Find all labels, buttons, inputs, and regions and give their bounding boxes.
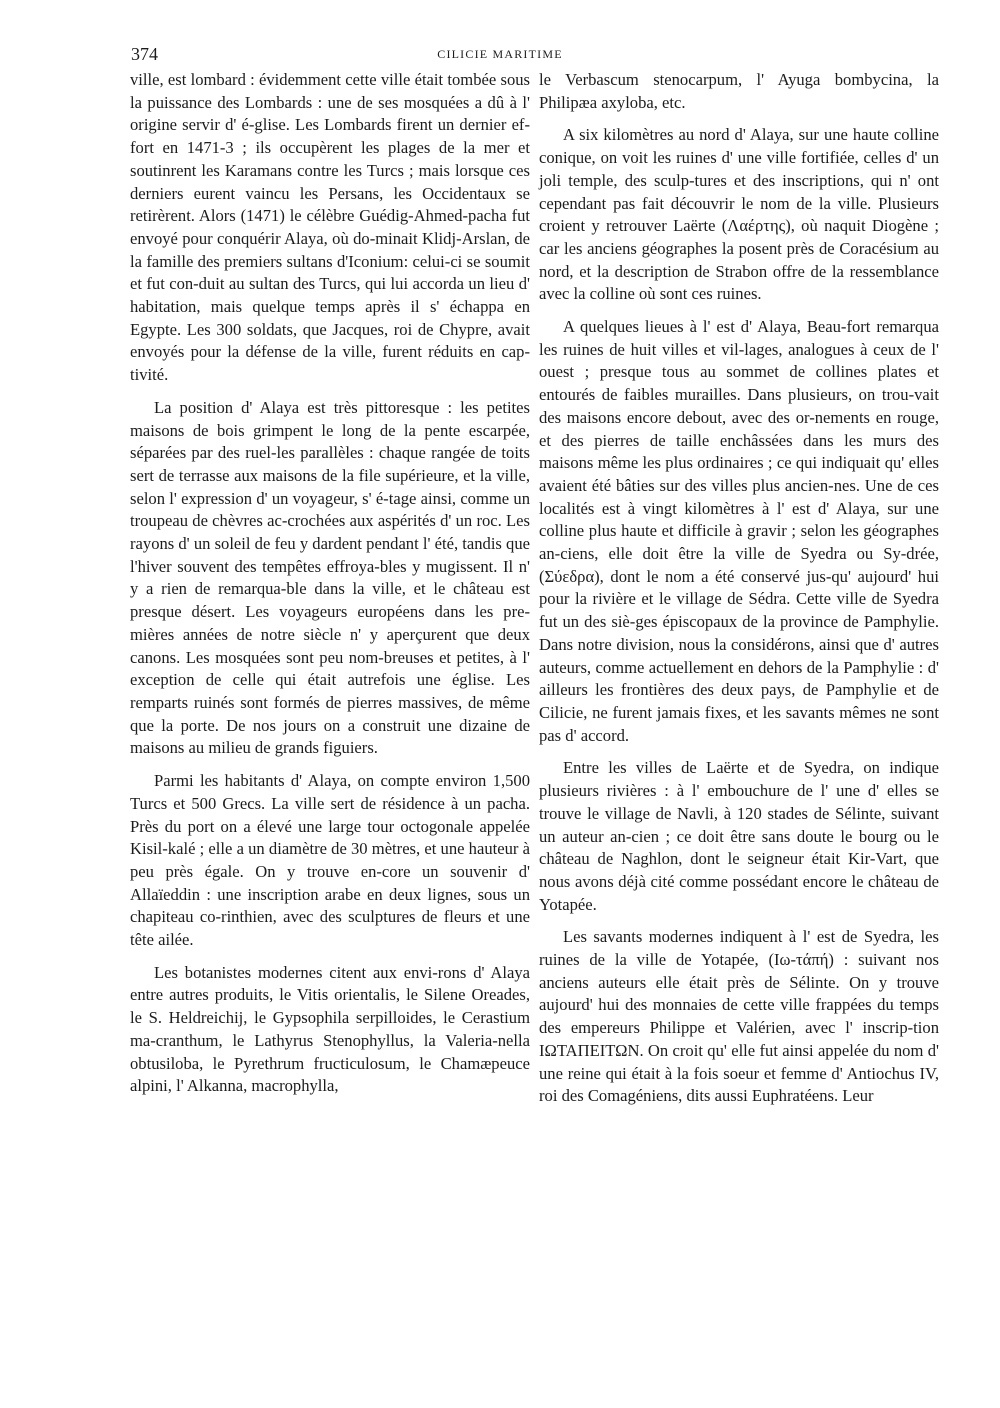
right-column [539, 69, 939, 1108]
paragraph: A six kilomètres au nord d' Alaya, sur une haute colline conique, on voit les ruines d' une ville fortifiée, celles d' un joli temple, des sculp-tures et des inscriptions, qui n' ont cependant pas fait découvrir le nom de la ville. Plusieurs croient y retrouver Laërte (Λαέρτης), où naquit Diogène ; car les anciens géographes la posent près de Coracésium au nord, et la description de Strabon offre de la ressemblance avec la colline où sont ces ruines. [539, 125, 939, 304]
running-title: CILICIE MARITIME [437, 47, 563, 61]
paragraph: A quelques lieues à l' est d' Alaya, Beau-fort remarqua les ruines de huit villes et vil-lages, analogues à ceux de l' ouest ; presque tous au sommet de collines plates et entourés de faibles murailles. Dans plusieurs, on trou-vait des maisons encore debout, avec des or-nements en rouge, et des pierres de taille enchâssées dans les murs des maisons même les plus ordinaires ; ce qui indiquait qu' elles avaient été bâties sur des villes plus ancien-nes. Une de ces localités est à vingt kilomètres à l' est d' Alaya, sur une colline plus haute et difficile à gravir ; selon les géographes an-ciens, elle doit être la ville de Syedra ou Sy-drée, (Σύεδρα), dont le nom a été conservé jus-qu' aujourd' hui pour la rivière et le village de Sédra. Cette ville de Syedra fut un des siè-ges épiscopaux de la province de Pamphylie. Dans notre division, nous la considérons, ainsi que d' autres auteurs, comme actuellement en dehors de la Pamphylie : d' ailleurs les frontières des deux pays, de Pamphylie et de Cilicie, ne furent jamais fixes, et les savants mêmes ne sont pas d' accord. [539, 317, 939, 745]
paragraph: le Verbascum stenocarpum, l' Ayuga bombycina, la Philipæa axyloba, etc. [539, 70, 939, 112]
paragraph: Les botanistes modernes citent aux envi-rons d' Alaya entre autres produits, le Vitis orientalis, le Silene Oreades, le S. Heldreichij, le Gypsophila serpilloides, le Cerastium ma-cranthum, le Lathyrus Stenophyllus, la Valeria-nella obtusiloba, le Pyrethrum fructiculosum, le Chamæpeuce alpini, l' Alkanna, macrophylla, [130, 962, 530, 1096]
paragraph: La position d' Alaya est très pittoresque : les petites maisons de bois grimpent le long de la pente escarpée, séparées par des ruel-les parallèles : chaque rangée de toits sert de terrasse aux maisons de la file supérieure, et la ville, selon l' expression d' un voyageur, s' é-tage ainsi, comme un troupeau de chèvres ac-crochées aux aspérités d' un roc. Les rayons d' un soleil de feu y dardent pendant l' été, tandis que l'hiver souvent des tempêtes effroya-bles y mugissent. Il n' y a rien de remarqua-ble dans la ville, et le château est presque désert. Les voyageurs européens dans les pre-mières années de notre siècle n' y aperçurent que deux canons. Les mosquées sont peu nom-breuses et petites, à l' exception de celle qui était autrefois une église. Les remparts ruinés sont formés de pierres massives, de même que la porte. De nos jours on a construit une dizaine de maisons au milieu de grands figuiers. [130, 397, 530, 758]
paragraph: Parmi les habitants d' Alaya, on compte environ 1,500 Turcs et 500 Grecs. La ville sert de résidence à un pacha. Près du port on a élevé une large tour octogonale appelée Kisil-kalé ; elle a un diamètre de 30 mètres, et une hauteur à peu près égale. On y trouve en-core un souvenir d' Allaïeddin : une inscription arabe en deux lignes, sous un chapiteau co-rinthien, avec des sculptures de fleurs et une tête ailée. [130, 771, 530, 950]
page-number: 374 [131, 44, 158, 64]
paragraph: Entre les villes de Laërte et de Syedra, on indique plusieurs rivières : à l' embouchure de l' une d' elles se trouve le village de Navli, à 120 stades de Sélinte, suivant un auteur an-cien ; ce doit être sans doute le bourg ou le château de Naghlon, dont le seigneur était Kir-Vart, que nous avons déjà cité comme possédant encore le château de Yotapée. [539, 758, 939, 914]
paragraph: ville, est lombard : évidemment cette ville était tombée sous la puissance des Lombards : une de ses mosquées a dû à l' origine servir d' é-glise. Les Lombards firent un dernier ef-fort en 1471-3 ; ils occupèrent les plages de la mer et soutinrent les Karamans contre les Turcs ; mais lorsque ces derniers eurent vaincu les Persans, les Occidentaux se retirèrent. Alors (1471) le célèbre Guédig-Ahmed-pacha fut envoyé pour conquérir Alaya, où do-minait Klidj-Arslan, de la famille des premiers sultans d'Iconium: celui-ci se soumit et fut con-duit au sultan des Turcs, qui lui accorda un lieu d' habitation, mais quelque temps après il s' échappa en Egypte. Les 300 soldats, que Jacques, roi de Chypre, avait envoyés pour la défense de la ville, furent réduits en cap-tivité. [130, 70, 530, 385]
left-column [130, 69, 530, 1098]
paragraph: Les savants modernes indiquent à l' est de Syedra, les ruines de la ville de Yotapée, (Ιω-τάπή) : suivant nos anciens auteurs elle était près de Sélinte. On y trouve aujourd' hui des monnaies de cette ville frappées du temps des empereurs Philippe et Valérien, avec l' inscrip-tion ΙΩΤΑΠΕΙΤΩΝ. On croit qu' elle fut ainsi appelée du nom d' une reine qui était à la fois soeur et femme d' Antiochus IV, roi des Comagéniens, dits aussi Euphratéens. Leur [539, 927, 939, 1106]
